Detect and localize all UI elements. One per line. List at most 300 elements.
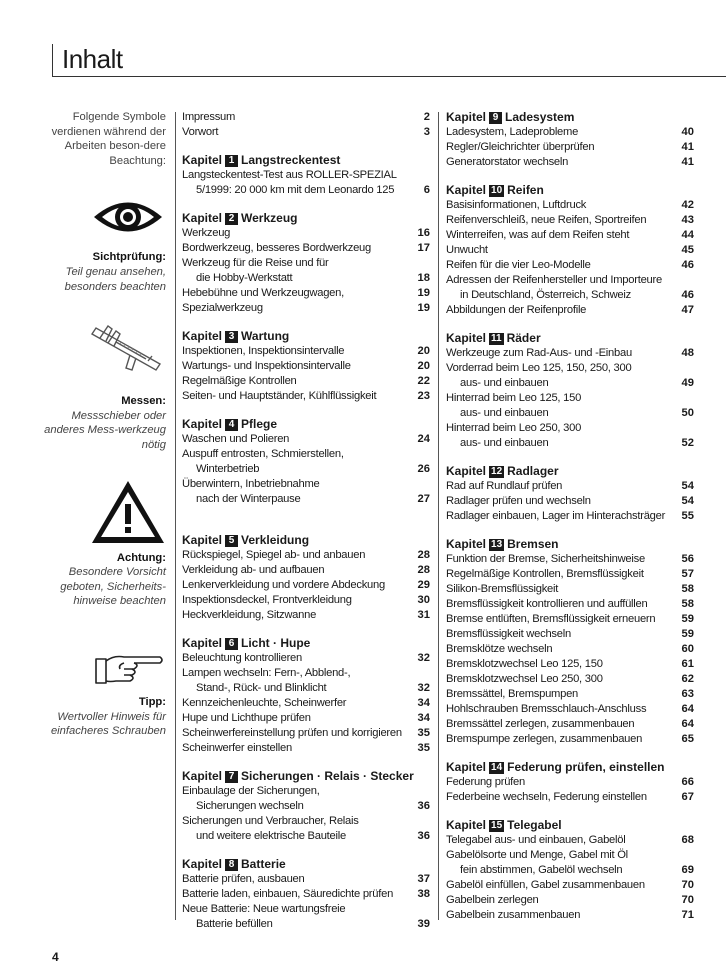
- chapter-word: Kapitel: [182, 417, 223, 431]
- toc-entry[interactable]: [182, 593, 430, 608]
- chapter-word: Kapitel: [182, 153, 223, 167]
- toc-entry[interactable]: [446, 848, 694, 863]
- chapter-name: Federung prüfen, einstellen: [507, 760, 665, 774]
- toc-entry-title: Kennzeichenleuchte, Scheinwerfer: [182, 697, 347, 709]
- toc-entry-title: Hinterrad beim Leo 125, 150: [446, 392, 582, 404]
- toc-entry-title: Gabelölsorte und Menge, Gabel mit Öl: [446, 849, 628, 861]
- toc-entry-title: Verkleidung ab- und aufbauen: [182, 564, 325, 576]
- legend-desc: Wertvoller Hinweis für einfacheres Schrauben: [50, 710, 166, 738]
- toc-entry-page: 67: [681, 791, 694, 803]
- toc-entry-title: aus- und einbauen: [460, 407, 549, 419]
- chapter-name: Räder: [506, 331, 541, 345]
- toc-entry-page: 34: [417, 697, 430, 709]
- toc-entry-page: 46: [681, 289, 694, 301]
- toc-entry-title: aus- und einbauen: [460, 377, 549, 389]
- chapter-word: Kapitel: [446, 331, 487, 345]
- toc-entry-page: 58: [681, 583, 694, 595]
- toc-entry-title: Generatorstator wechseln: [446, 156, 569, 168]
- chapter-name: Sicherungen · Relais · Stecker: [241, 769, 414, 783]
- caliper-icon: [86, 320, 166, 382]
- toc-entry-page: 41: [681, 156, 694, 168]
- toc-entry-title: Einbaulage der Sicherungen,: [182, 785, 320, 797]
- toc-entry[interactable]: [182, 432, 430, 447]
- toc-entry[interactable]: [446, 243, 694, 258]
- symbol-legend: [40, 110, 166, 739]
- toc-entry-title: Federung prüfen: [446, 776, 525, 788]
- toc-entry-page: 71: [681, 909, 694, 921]
- chapter-name: Wartung: [241, 329, 290, 343]
- toc-entry-title: Rad auf Rundlauf prüfen: [446, 480, 563, 492]
- chapter-name: Telegabel: [507, 818, 562, 832]
- toc-entry-page: 64: [681, 718, 694, 730]
- toc-entry-page: 54: [681, 495, 694, 507]
- chapter-name: Verkleidung: [241, 533, 310, 547]
- toc-entry-title: Regelmäßige Kontrollen: [182, 375, 297, 387]
- toc-entry-page: 43: [681, 214, 694, 226]
- toc-entry[interactable]: [446, 702, 694, 717]
- chapter-number-badge: 4: [225, 419, 238, 431]
- toc-entry-page: 61: [681, 658, 694, 670]
- chapter-name: Ladesystem: [505, 110, 575, 124]
- toc-entry-title: Wartungs- und Inspektionsintervalle: [182, 360, 351, 372]
- pointing-hand-icon: [94, 651, 166, 687]
- toc-entry-page: 2: [423, 111, 430, 123]
- legend-desc: Besondere Vorsicht geboten, Sicherheits-hinweise beachten: [60, 566, 166, 608]
- toc-entry[interactable]: [446, 421, 694, 436]
- toc-entry-title: Stand-, Rück- und Blinklicht: [196, 682, 327, 694]
- chapter-number-badge: 2: [225, 213, 238, 225]
- toc-entry[interactable]: [182, 548, 430, 563]
- toc-entry-title: Bremse entlüften, Bremsflüssigkeit erneuern: [446, 613, 656, 625]
- toc-entry-title: Silikon-Bremsflüssigkeit: [446, 583, 559, 595]
- toc-entry-page: 39: [417, 918, 430, 930]
- toc-entry-title: Scheinwerfereinstellung prüfen und korrigieren: [182, 727, 402, 739]
- toc-entry-title: Inspektionsdeckel, Frontverkleidung: [182, 594, 352, 606]
- toc-entry-page: 60: [681, 643, 694, 655]
- chapter-heading[interactable]: [446, 818, 694, 833]
- toc-entry[interactable]: [446, 258, 694, 273]
- chapter-number-badge: 3: [225, 331, 238, 343]
- toc-entry-title: Vorwort: [182, 126, 219, 138]
- toc-entry-title: Radlager einbauen, Lager im Hinterachsträger: [446, 510, 666, 522]
- toc-entry-title: Reifenverschleiß, neue Reifen, Sportreifen: [446, 214, 647, 226]
- toc-entry-title: Gabelbein zusammenbauen: [446, 909, 581, 921]
- toc-entry-title: Bremsklotzwechsel Leo 125, 150: [446, 658, 603, 670]
- toc-entry-title: Unwucht: [446, 244, 488, 256]
- toc-entry-title: Funktion der Bremse, Sicherheitshinweise: [446, 553, 645, 565]
- chapter-word: Kapitel: [446, 537, 487, 551]
- toc-entry[interactable]: [446, 582, 694, 597]
- toc-entry-title: Gabelöl einfüllen, Gabel zusammenbauen: [446, 879, 645, 891]
- toc-entry-page: 40: [681, 126, 694, 138]
- toc-entry-page: 22: [417, 375, 430, 387]
- chapter-heading[interactable]: [182, 211, 430, 226]
- toc-entry[interactable]: [182, 344, 430, 359]
- toc-entry[interactable]: [446, 672, 694, 687]
- toc-entry[interactable]: [182, 374, 430, 389]
- toc-entry[interactable]: [182, 829, 430, 844]
- toc-entry-title: Werkzeuge zum Rad-Aus- und -Einbau: [446, 347, 632, 359]
- toc-entry-page: 58: [681, 598, 694, 610]
- toc-entry-page: 18: [417, 272, 430, 284]
- toc-entry-page: 31: [417, 609, 430, 621]
- toc-entry-title: nach der Winterpause: [196, 493, 301, 505]
- chapter-heading[interactable]: [446, 183, 694, 198]
- column-divider-right: [438, 112, 439, 920]
- toc-entry[interactable]: [182, 462, 430, 477]
- toc-entry[interactable]: [446, 479, 694, 494]
- toc-entry[interactable]: [182, 492, 430, 507]
- toc-entry-title: Spezialwerkzeug: [182, 302, 263, 314]
- toc-entry-page: 70: [681, 894, 694, 906]
- toc-entry-title: Heckverkleidung, Sitzwanne: [182, 609, 317, 621]
- toc-entry[interactable]: [446, 361, 694, 376]
- toc-entry-page: 62: [681, 673, 694, 685]
- chapter-name: Batterie: [241, 857, 286, 871]
- toc-entry-title: fein abstimmen, Gabelöl wechseln: [460, 864, 623, 876]
- legend-item-sichtpruefung: [40, 194, 166, 294]
- chapter-number-badge: 13: [491, 538, 503, 550]
- toc-entry[interactable]: [182, 183, 430, 198]
- toc-entry-page: 69: [681, 864, 694, 876]
- toc-entry-title: Bremssättel, Bremspumpen: [446, 688, 579, 700]
- toc-entry-page: 64: [681, 703, 694, 715]
- toc-entry[interactable]: [182, 608, 430, 623]
- toc-entry-title: Batterie befüllen: [196, 918, 273, 930]
- chapter-word: Kapitel: [446, 464, 487, 478]
- toc-entry-page: 27: [417, 493, 430, 505]
- toc-entry-title: Bremsklotzwechsel Leo 250, 300: [446, 673, 603, 685]
- toc-entry-page: 70: [681, 879, 694, 891]
- toc-entry[interactable]: [182, 666, 430, 681]
- toc-entry[interactable]: [446, 878, 694, 893]
- column-divider-left: [175, 112, 176, 920]
- toc-entry[interactable]: [446, 863, 694, 878]
- toc-entry-title: Vorderrad beim Leo 125, 150, 250, 300: [446, 362, 632, 374]
- toc-column-right: [446, 110, 694, 923]
- toc-entry[interactable]: [446, 406, 694, 421]
- chapter-word: Kapitel: [182, 533, 223, 547]
- toc-entry[interactable]: [446, 376, 694, 391]
- legend-title: Messen:: [121, 395, 166, 408]
- toc-entry-title: Auspuff entrosten, Schmierstellen,: [182, 448, 344, 460]
- toc-entry-title: Bordwerkzeug, besseres Bordwerkzeug: [182, 242, 371, 254]
- toc-entry[interactable]: [446, 155, 694, 170]
- toc-entry-title: Hohlschrauben Bremsschlauch-Anschluss: [446, 703, 647, 715]
- toc-entry[interactable]: [182, 301, 430, 316]
- warning-triangle-icon: [90, 479, 166, 545]
- chapter-heading[interactable]: [182, 769, 430, 784]
- toc-entry[interactable]: [446, 790, 694, 805]
- toc-entry[interactable]: [446, 657, 694, 672]
- toc-entry-title: Hupe und Lichthupe prüfen: [182, 712, 311, 724]
- toc-entry-page: 26: [417, 463, 430, 475]
- toc-entry-title: Rückspiegel, Spiegel ab- und anbauen: [182, 549, 366, 561]
- toc-entry-page: 34: [417, 712, 430, 724]
- toc-entry[interactable]: [182, 226, 430, 241]
- chapter-heading[interactable]: [182, 153, 430, 168]
- toc-entry-page: 38: [417, 888, 430, 900]
- toc-entry[interactable]: [182, 256, 430, 271]
- toc-entry[interactable]: [182, 389, 430, 404]
- chapter-number-badge: 7: [225, 771, 238, 783]
- toc-entry[interactable]: [446, 198, 694, 213]
- toc-entry-page: 19: [417, 302, 430, 314]
- toc-entry[interactable]: [446, 642, 694, 657]
- toc-entry-page: 41: [681, 141, 694, 153]
- toc-entry-title: Hebebühne und Werkzeugwagen,: [182, 287, 344, 299]
- toc-entry-page: 20: [417, 360, 430, 372]
- toc-entry-page: 23: [417, 390, 430, 402]
- toc-entry[interactable]: [182, 241, 430, 256]
- toc-entry-page: 30: [417, 594, 430, 606]
- toc-entry-title: Bremsflüssigkeit wechseln: [446, 628, 571, 640]
- chapter-word: Kapitel: [446, 818, 487, 832]
- toc-entry[interactable]: [182, 696, 430, 711]
- toc-entry-page: 55: [681, 510, 694, 522]
- toc-entry[interactable]: [446, 552, 694, 567]
- toc-entry[interactable]: [182, 125, 430, 140]
- chapter-word: Kapitel: [182, 857, 223, 871]
- title-frame: [52, 44, 726, 77]
- toc-entry-title: Winterreifen, was auf dem Reifen steht: [446, 229, 630, 241]
- toc-entry[interactable]: [182, 741, 430, 756]
- toc-entry-page: 68: [681, 834, 694, 846]
- toc-entry[interactable]: [182, 168, 430, 183]
- toc-entry-title: die Hobby-Werkstatt: [196, 272, 293, 284]
- chapter-name: Reifen: [507, 183, 544, 197]
- chapter-number-badge: 10: [491, 184, 503, 196]
- chapter-name: Pflege: [241, 417, 278, 431]
- chapter-number-badge: 9: [489, 112, 502, 124]
- legend-title: Tipp:: [138, 695, 166, 708]
- toc-entry-page: 3: [423, 126, 430, 138]
- toc-entry[interactable]: [182, 872, 430, 887]
- toc-entry[interactable]: [446, 597, 694, 612]
- toc-entry-page: 35: [417, 727, 430, 739]
- toc-entry-page: 6: [423, 184, 430, 196]
- toc-entry-title: Winterbetrieb: [196, 463, 260, 475]
- chapter-heading[interactable]: [182, 329, 430, 344]
- toc-entry-title: Scheinwerfer einstellen: [182, 742, 292, 754]
- toc-entry-title: Ladesystem, Ladeprobleme: [446, 126, 579, 138]
- toc-entry-title: aus- und einbauen: [460, 437, 549, 449]
- toc-entry-title: Bremspumpe zerlegen, zusammenbauen: [446, 733, 643, 745]
- toc-entry-title: 5/1999: 20 000 km mit dem Leonardo 125: [196, 184, 395, 196]
- toc-entry-page: 32: [417, 652, 430, 664]
- toc-entry-title: Werkzeug für die Reise und für: [182, 257, 329, 269]
- chapter-heading[interactable]: [446, 464, 694, 479]
- toc-entry-title: Telegabel aus- und einbauen, Gabelöl: [446, 834, 626, 846]
- toc-entry-page: 63: [681, 688, 694, 700]
- toc-entry[interactable]: [446, 567, 694, 582]
- toc-entry-title: Radlager prüfen und wechseln: [446, 495, 591, 507]
- toc-entry-page: 16: [417, 227, 430, 239]
- toc-entry[interactable]: [182, 726, 430, 741]
- chapter-number-badge: 11: [491, 332, 502, 344]
- chapter-name: Bremsen: [507, 537, 559, 551]
- toc-entry[interactable]: [182, 711, 430, 726]
- toc-entry-page: 46: [681, 259, 694, 271]
- toc-entry-title: Regler/Gleichrichter überprüfen: [446, 141, 595, 153]
- toc-entry-title: Federbeine wechseln, Federung einstellen: [446, 791, 647, 803]
- toc-entry-title: Sicherungen wechseln: [196, 800, 304, 812]
- toc-entry-page: 37: [417, 873, 430, 885]
- toc-entry[interactable]: [446, 833, 694, 848]
- toc-entry-page: 65: [681, 733, 694, 745]
- toc-entry-page: 49: [681, 377, 694, 389]
- eye-icon: [90, 194, 166, 240]
- chapter-number-badge: 5: [225, 535, 238, 547]
- legend-title: Sichtprüfung:: [92, 251, 166, 264]
- toc-entry[interactable]: [446, 125, 694, 140]
- legend-title: Achtung:: [116, 551, 166, 564]
- toc-entry-title: Basisinformationen, Luftdruck: [446, 199, 587, 211]
- toc-entry[interactable]: [182, 447, 430, 462]
- toc-entry-title: Regelmäßige Kontrollen, Bremsflüssigkeit: [446, 568, 644, 580]
- toc-entry-page: 44: [681, 229, 694, 241]
- chapter-number-badge: 8: [225, 859, 238, 871]
- toc-entry-title: in Deutschland, Österreich, Schweiz: [460, 289, 631, 301]
- toc-entry[interactable]: [446, 908, 694, 923]
- toc-entry-page: 35: [417, 742, 430, 754]
- toc-entry-page: 17: [417, 242, 430, 254]
- chapter-name: Langstreckentest: [241, 153, 341, 167]
- chapter-word: Kapitel: [182, 329, 223, 343]
- toc-entry-title: Sicherungen und Verbraucher, Relais: [182, 815, 359, 827]
- toc-entry-title: Impressum: [182, 111, 236, 123]
- toc-entry-page: 47: [681, 304, 694, 316]
- toc-entry[interactable]: [182, 286, 430, 301]
- toc-entry[interactable]: [446, 391, 694, 406]
- toc-entry[interactable]: [446, 273, 694, 288]
- toc-entry[interactable]: [182, 784, 430, 799]
- toc-entry-title: Reifen für die vier Leo-Modelle: [446, 259, 591, 271]
- toc-entry-page: 28: [417, 549, 430, 561]
- toc-entry[interactable]: [182, 681, 430, 696]
- toc-entry[interactable]: [182, 110, 430, 125]
- toc-entry[interactable]: [446, 612, 694, 627]
- toc-entry-page: 20: [417, 345, 430, 357]
- toc-entry-page: 56: [681, 553, 694, 565]
- toc-entry-title: Werkzeug: [182, 227, 231, 239]
- chapter-name: Werkzeug: [241, 211, 298, 225]
- toc-entry[interactable]: [182, 271, 430, 286]
- legend-desc: Messschieber oder anderes Mess-werkzeug nötig: [44, 409, 166, 451]
- toc-entry-page: 59: [681, 628, 694, 640]
- toc-entry-title: Neue Batterie: Neue wartungsfreie: [182, 903, 346, 915]
- toc-entry-title: Inspektionen, Inspektionsintervalle: [182, 345, 345, 357]
- legend-item-tipp: [40, 651, 166, 739]
- toc-entry-page: 29: [417, 579, 430, 591]
- toc-entry-title: Lampen wechseln: Fern-, Abblend-,: [182, 667, 351, 679]
- chapter-word: Kapitel: [446, 110, 487, 124]
- toc-entry-title: Beleuchtung kontrollieren: [182, 652, 303, 664]
- toc-entry[interactable]: [446, 717, 694, 732]
- toc-entry-title: Adressen der Reifenhersteller und Importeure: [446, 274, 662, 286]
- chapter-heading[interactable]: [446, 537, 694, 552]
- toc-entry-title: Bremssättel zerlegen, zusammenbauen: [446, 718, 635, 730]
- toc-entry[interactable]: [446, 140, 694, 155]
- toc-entry[interactable]: [182, 814, 430, 829]
- chapter-name: Radlager: [507, 464, 559, 478]
- toc-entry[interactable]: [182, 917, 430, 932]
- legend-item-achtung: [40, 479, 166, 609]
- toc-column-left: [182, 110, 430, 932]
- toc-entry-page: 50: [681, 407, 694, 419]
- toc-entry-page: 57: [681, 568, 694, 580]
- chapter-heading[interactable]: [182, 533, 430, 548]
- toc-entry-page: 48: [681, 347, 694, 359]
- toc-entry[interactable]: [446, 303, 694, 318]
- toc-entry-title: Überwintern, Inbetriebnahme: [182, 478, 320, 490]
- toc-entry-title: Waschen und Polieren: [182, 433, 290, 445]
- toc-entry[interactable]: [446, 288, 694, 303]
- toc-entry[interactable]: [446, 627, 694, 642]
- toc-entry-title: und weitere elektrische Bauteile: [196, 830, 346, 842]
- toc-entry[interactable]: [446, 893, 694, 908]
- toc-entry[interactable]: [182, 887, 430, 902]
- page-title: Inhalt: [62, 44, 123, 74]
- toc-entry[interactable]: [182, 651, 430, 666]
- toc-entry[interactable]: [446, 494, 694, 509]
- chapter-heading[interactable]: [446, 110, 694, 125]
- toc-entry[interactable]: [446, 346, 694, 361]
- toc-entry-page: 19: [417, 287, 430, 299]
- chapter-heading[interactable]: [182, 857, 430, 872]
- toc-entry[interactable]: [446, 775, 694, 790]
- chapter-heading[interactable]: [446, 331, 694, 346]
- toc-entry-page: 36: [417, 800, 430, 812]
- chapter-number-badge: 1: [225, 155, 238, 167]
- toc-entry[interactable]: [182, 359, 430, 374]
- toc-entry-title: Seiten- und Hauptständer, Kühlflüssigkeit: [182, 390, 377, 402]
- toc-entry[interactable]: [446, 687, 694, 702]
- chapter-number-badge: 12: [491, 465, 503, 477]
- toc-entry-page: 32: [417, 682, 430, 694]
- legend-item-messen: [40, 320, 166, 452]
- chapter-heading[interactable]: [182, 636, 430, 651]
- toc-entry[interactable]: [446, 213, 694, 228]
- toc-entry-title: Bremsflüssigkeit kontrollieren und auffüllen: [446, 598, 648, 610]
- page-number: 4: [52, 950, 59, 964]
- toc-entry[interactable]: [446, 228, 694, 243]
- chapter-word: Kapitel: [446, 760, 487, 774]
- toc-entry[interactable]: [182, 477, 430, 492]
- toc-entry-title: Batterie prüfen, ausbauen: [182, 873, 305, 885]
- chapter-heading[interactable]: [446, 760, 694, 775]
- toc-entry-page: 36: [417, 830, 430, 842]
- chapter-word: Kapitel: [182, 769, 223, 783]
- chapter-number-badge: 15: [491, 819, 503, 831]
- toc-entry[interactable]: [182, 578, 430, 593]
- chapter-word: Kapitel: [182, 636, 223, 650]
- toc-entry-title: Batterie laden, einbauen, Säuredichte prüfen: [182, 888, 394, 900]
- toc-entry-page: 52: [681, 437, 694, 449]
- chapter-heading[interactable]: [182, 417, 430, 432]
- toc-entry[interactable]: [182, 902, 430, 917]
- toc-entry-title: Gabelbein zerlegen: [446, 894, 539, 906]
- toc-entry-page: 59: [681, 613, 694, 625]
- toc-entry[interactable]: [446, 732, 694, 747]
- toc-entry[interactable]: [182, 799, 430, 814]
- toc-entry-title: Abbildungen der Reifenprofile: [446, 304, 587, 316]
- toc-entry[interactable]: [446, 509, 694, 524]
- toc-entry[interactable]: [182, 563, 430, 578]
- chapter-name: Licht · Hupe: [241, 636, 311, 650]
- toc-entry[interactable]: [446, 436, 694, 451]
- toc-entry-title: Langsteckentest-Test aus ROLLER-SPEZIAL: [182, 169, 397, 181]
